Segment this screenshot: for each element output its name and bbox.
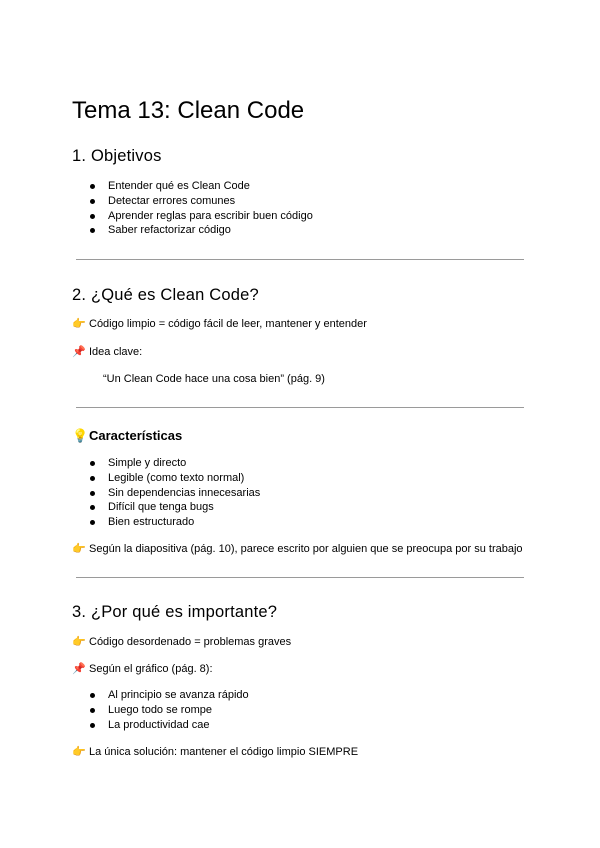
list-item: Simple y directo bbox=[90, 456, 260, 471]
section-3-heading: 3. ¿Por qué es importante? bbox=[72, 603, 278, 621]
list-item: Al principio se avanza rápido bbox=[90, 688, 249, 703]
document-title: Tema 13: Clean Code bbox=[72, 97, 305, 124]
divider bbox=[76, 577, 524, 578]
importance-list bbox=[90, 688, 249, 732]
list-item: Difícil que tenga bugs bbox=[90, 500, 260, 515]
divider bbox=[76, 407, 524, 408]
messy-code-point: 👉 Código desordenado = problemas graves bbox=[72, 636, 292, 648]
objectives-list bbox=[90, 179, 313, 238]
section-1-heading: 1. Objetivos bbox=[72, 147, 162, 165]
clean-code-definition: 👉 Código limpio = código fácil de leer, mantener y entender bbox=[72, 318, 367, 330]
bullet-icon bbox=[90, 184, 95, 189]
bullet-icon bbox=[90, 520, 95, 525]
pointing-hand-icon: 👉 bbox=[72, 636, 86, 648]
list-item: La productividad cae bbox=[90, 718, 249, 733]
list-item: Detectar errores comunes bbox=[90, 194, 313, 209]
characteristics-heading: 💡Características bbox=[72, 428, 183, 443]
slide-note: 👉 Según la diapositiva (pág. 10), parece escrito por alguien que se preocupa por su trabajo bbox=[72, 543, 523, 555]
pointing-hand-icon: 👉 bbox=[72, 746, 86, 758]
bullet-icon bbox=[90, 214, 95, 219]
list-item: Saber refactorizar código bbox=[90, 223, 313, 238]
bullet-icon bbox=[90, 228, 95, 233]
section-2-heading: 2. ¿Qué es Clean Code? bbox=[72, 286, 259, 304]
bullet-icon bbox=[90, 723, 95, 728]
bullet-icon bbox=[90, 693, 95, 698]
characteristics-list bbox=[90, 456, 260, 530]
key-idea-quote: “Un Clean Code hace una cosa bien” (pág. 9) bbox=[103, 373, 325, 385]
list-item: Sin dependencias innecesarias bbox=[90, 486, 260, 501]
bullet-icon bbox=[90, 491, 95, 496]
key-idea-label: 📌 Idea clave: bbox=[72, 346, 143, 358]
bullet-icon bbox=[90, 461, 95, 466]
bullet-icon bbox=[90, 476, 95, 481]
divider bbox=[76, 259, 524, 260]
list-item: Legible (como texto normal) bbox=[90, 471, 260, 486]
conclusion: 👉 La única solución: mantener el código limpio SIEMPRE bbox=[72, 746, 359, 758]
bullet-icon bbox=[90, 505, 95, 510]
pointing-hand-icon: 👉 bbox=[72, 543, 86, 555]
chart-note: 📌 Según el gráfico (pág. 8): bbox=[72, 663, 213, 675]
bullet-icon bbox=[90, 708, 95, 713]
pushpin-icon: 📌 bbox=[72, 663, 86, 675]
light-bulb-icon: 💡 bbox=[72, 428, 89, 443]
list-item: Bien estructurado bbox=[90, 515, 260, 530]
bullet-icon bbox=[90, 199, 95, 204]
pointing-hand-icon: 👉 bbox=[72, 318, 86, 330]
list-item: Luego todo se rompe bbox=[90, 703, 249, 718]
list-item: Aprender reglas para escribir buen código bbox=[90, 209, 313, 224]
list-item: Entender qué es Clean Code bbox=[90, 179, 313, 194]
pushpin-icon: 📌 bbox=[72, 346, 86, 358]
